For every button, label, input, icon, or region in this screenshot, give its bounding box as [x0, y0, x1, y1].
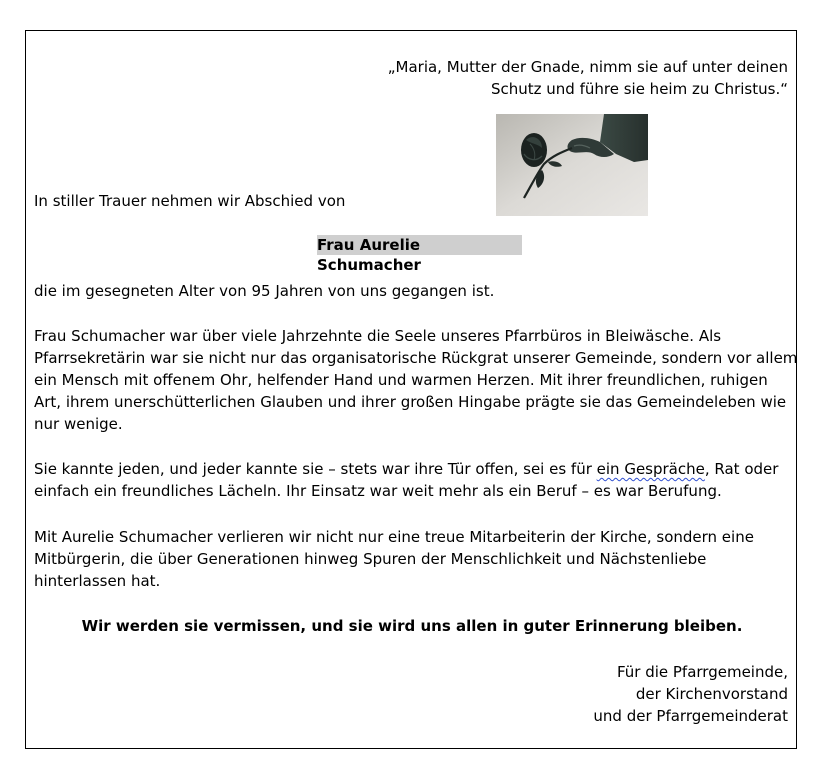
paragraph-line: Pfarrsekretärin war sie nicht nur das organisatorische Rückgrat unserer Gemeinde, sondern vor allem: [34, 349, 798, 367]
character-paragraph: [34, 458, 778, 502]
spellcheck-flagged-text[interactable]: ein Gespräche: [596, 460, 705, 478]
tribute-paragraph: [34, 526, 754, 592]
paragraph-line: einfach ein freundliches Lächeln. Ihr Einsatz war weit mehr als ein Beruf – es war Berufung.: [34, 482, 722, 500]
biography-paragraph: [34, 325, 797, 435]
deceased-name-highlight: [317, 235, 522, 274]
paragraph-line: Art, ihrem unerschütterlichen Glauben und ihrer großen Hingabe prägte sie das Gemeindeleben wie: [34, 393, 787, 411]
paragraph-line: Sie kannte jeden, und jeder kannte sie – stets war ihre Tür offen, sei es für ein Gespräche, Rat oder: [34, 460, 779, 478]
quote-line: Schutz und führe sie heim zu Christus.“: [490, 80, 788, 98]
paragraph-line: nur wenige.: [34, 415, 123, 433]
signature-line: der Kirchenvorstand: [635, 685, 788, 703]
intro-text: In stiller Trauer nehmen wir Abschied von: [34, 192, 346, 210]
age-paragraph: die im gesegneten Alter von 95 Jahren von uns gegangen ist.: [34, 282, 495, 300]
paragraph-line: hinterlassen hat.: [34, 572, 161, 590]
document-page: [25, 30, 797, 749]
closing-statement: Wir werden sie vermissen, und sie wird uns allen in guter Erinnerung bleiben.: [81, 617, 743, 635]
opening-quote: [388, 56, 788, 100]
signature-block: [593, 661, 788, 727]
deceased-name: Frau Aurelie Schumacher: [317, 236, 421, 274]
quote-line: „Maria, Mutter der Gnade, nimm sie auf unter deinen: [387, 58, 788, 76]
paragraph-line: Mit Aurelie Schumacher verlieren wir nicht nur eine treue Mitarbeiterin der Kirche, sondern eine: [34, 528, 754, 546]
paragraph-line: Frau Schumacher war über viele Jahrzehnte die Seele unseres Pfarrbüros in Bleiwäsche. Als: [34, 327, 722, 345]
paragraph-line: ein Mensch mit offenem Ohr, helfender Hand und warmen Herzen. Mit ihrer freundlichen, ruhigen: [34, 371, 768, 389]
signature-line: und der Pfarrgemeinderat: [593, 707, 788, 725]
statue-hand-holding-rose-icon: [496, 114, 648, 216]
paragraph-line: Mitbürgerin, die über Generationen hinweg Spuren der Menschlichkeit und Nächstenliebe: [34, 550, 707, 568]
signature-line: Für die Pfarrgemeinde,: [616, 663, 788, 681]
